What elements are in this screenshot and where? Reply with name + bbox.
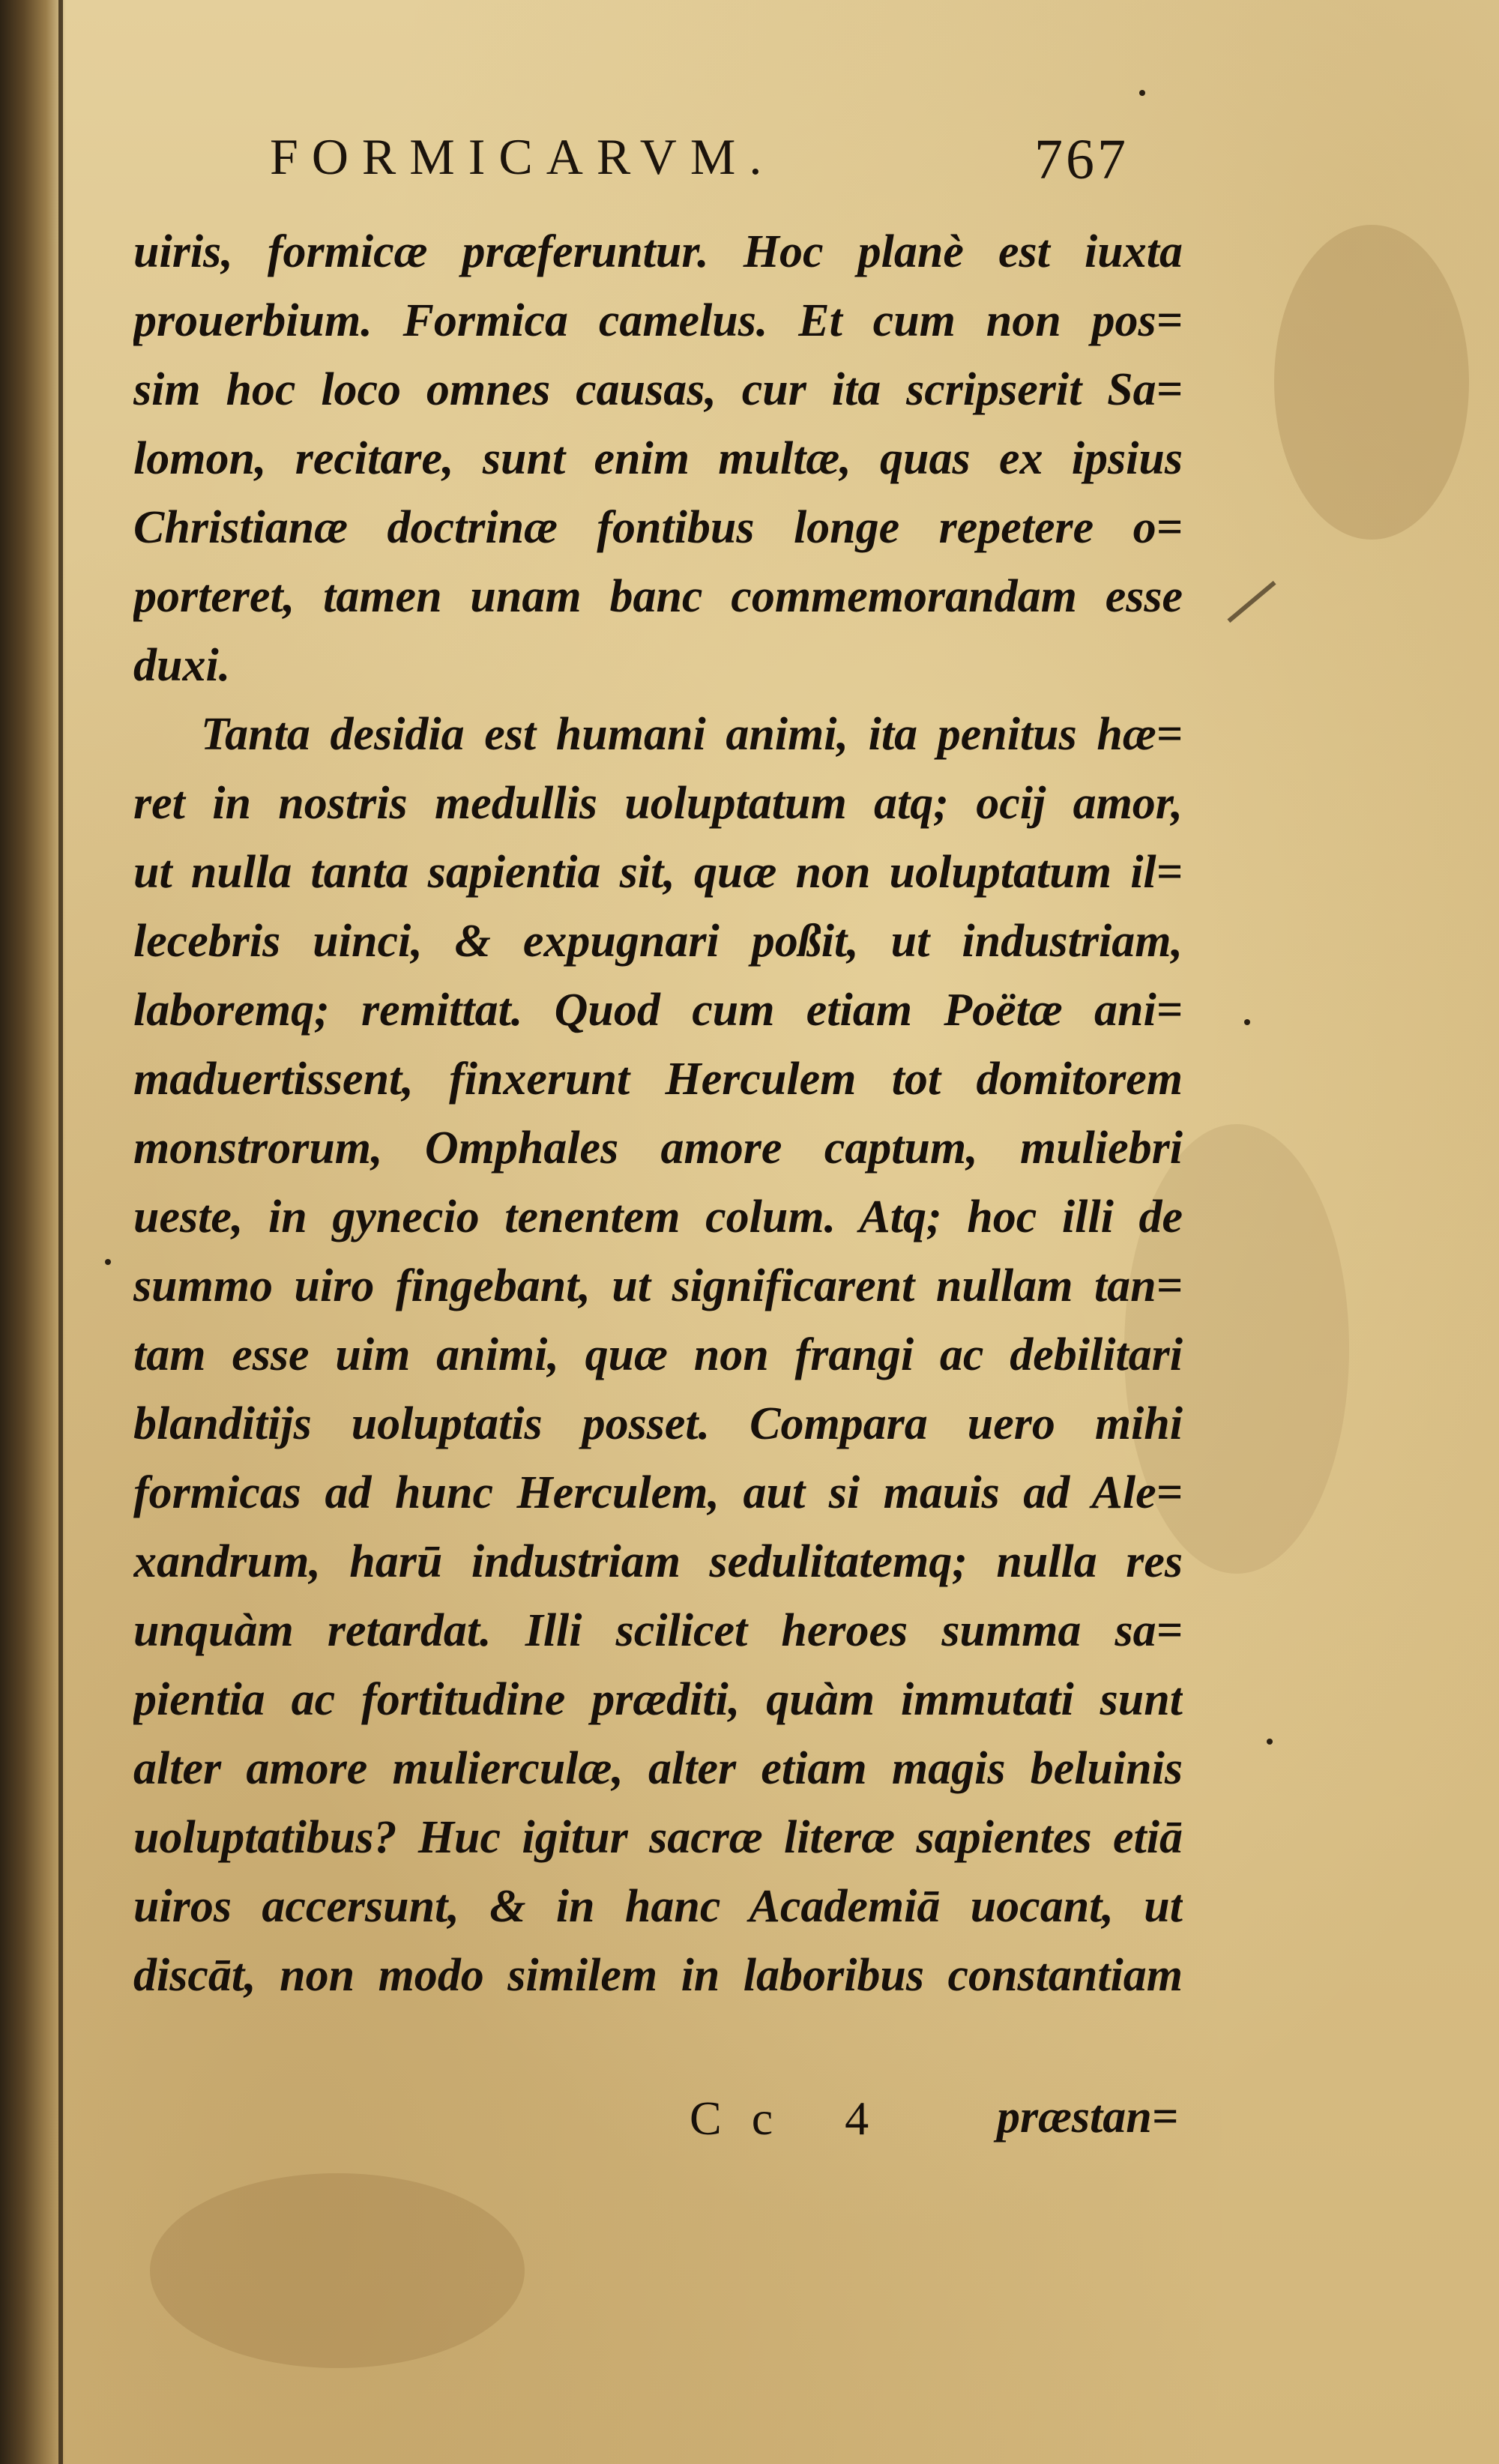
text-line: ueste, in gynecio tenentem colum. Atq; hoc illi de: [133, 1192, 1183, 1242]
text-line: ret in nostris medullis uoluptatum atq; ocij amor,: [133, 778, 1183, 829]
text-line: xandrum, harū industriam sedulitatemq; nulla res: [133, 1536, 1183, 1587]
signature-mark: Cc 4: [690, 2092, 899, 2145]
text-line: maduertissent, finxerunt Herculem tot domitorem: [133, 1054, 1183, 1105]
ink-speck: [1139, 90, 1145, 96]
text-line: monstrorum, Omphales amore captum, muliebri: [133, 1123, 1183, 1174]
text-line: ut nulla tanta sapientia sit, quæ non uoluptatum il=: [133, 847, 1183, 898]
text-line: lecebris uinci, & expugnari poßit, ut industriam,: [133, 916, 1183, 967]
catchword: præstan=: [997, 2092, 1179, 2143]
text-line: tam esse uim animi, quæ non frangi ac debilitari: [133, 1329, 1183, 1380]
text-line: summo uiro fingebant, ut significarent nullam tan=: [133, 1260, 1183, 1311]
running-title: FORMICARVM.: [270, 128, 776, 185]
text-line: sim hoc loco omnes causas, cur ita scripserit Sa=: [133, 364, 1183, 415]
text-line: laboremq; remittat. Quod cum etiam Poëtæ ani=: [133, 985, 1183, 1036]
text-line: Christianæ doctrinæ fontibus longe repetere o=: [133, 502, 1183, 553]
text-line: blanditijs uoluptatis posset. Compara uero mihi: [133, 1398, 1183, 1449]
paper-stain: [150, 2173, 525, 2368]
text-line: duxi.: [133, 640, 231, 691]
page-footer: [0, 2091, 1499, 2166]
body-text: [133, 217, 1183, 2010]
ink-speck: [1267, 1739, 1273, 1745]
text-line: uiros accersunt, & in hanc Academiā uocant, ut: [133, 1881, 1183, 1932]
text-line: pientia ac fortitudine præditi, quàm immutati sunt: [133, 1674, 1183, 1725]
page-header: [0, 127, 1499, 195]
text-line: discāt, non modo similem in laboribus constantiam: [133, 1950, 1183, 2001]
paper-stain: [1274, 225, 1469, 540]
text-line: uoluptatibus? Huc igitur sacræ literæ sapientes etiā: [133, 1812, 1183, 1863]
text-line: porteret, tamen unam banc commemorandam esse: [133, 571, 1183, 622]
margin-pen-stroke: [1227, 581, 1276, 623]
text-line: uiris, formicæ præferuntur. Hoc planè est iuxta: [133, 226, 1183, 277]
text-line: formicas ad hunc Herculem, aut si mauis ad Ale=: [133, 1467, 1183, 1518]
text-line: lomon, recitare, sunt enim multæ, quas ex ipsius: [133, 433, 1183, 484]
ink-speck: [1244, 1019, 1250, 1025]
page-number: 767: [1034, 128, 1129, 191]
text-line: unquàm retardat. Illi scilicet heroes summa sa=: [133, 1605, 1183, 1656]
text-line: alter amore mulierculæ, alter etiam magis beluinis: [133, 1743, 1183, 1794]
ink-speck: [105, 1259, 111, 1265]
text-line: prouerbium. Formica camelus. Et cum non pos=: [133, 295, 1183, 346]
text-line: Tanta desidia est humani animi, ita penitus hæ=: [201, 709, 1183, 760]
